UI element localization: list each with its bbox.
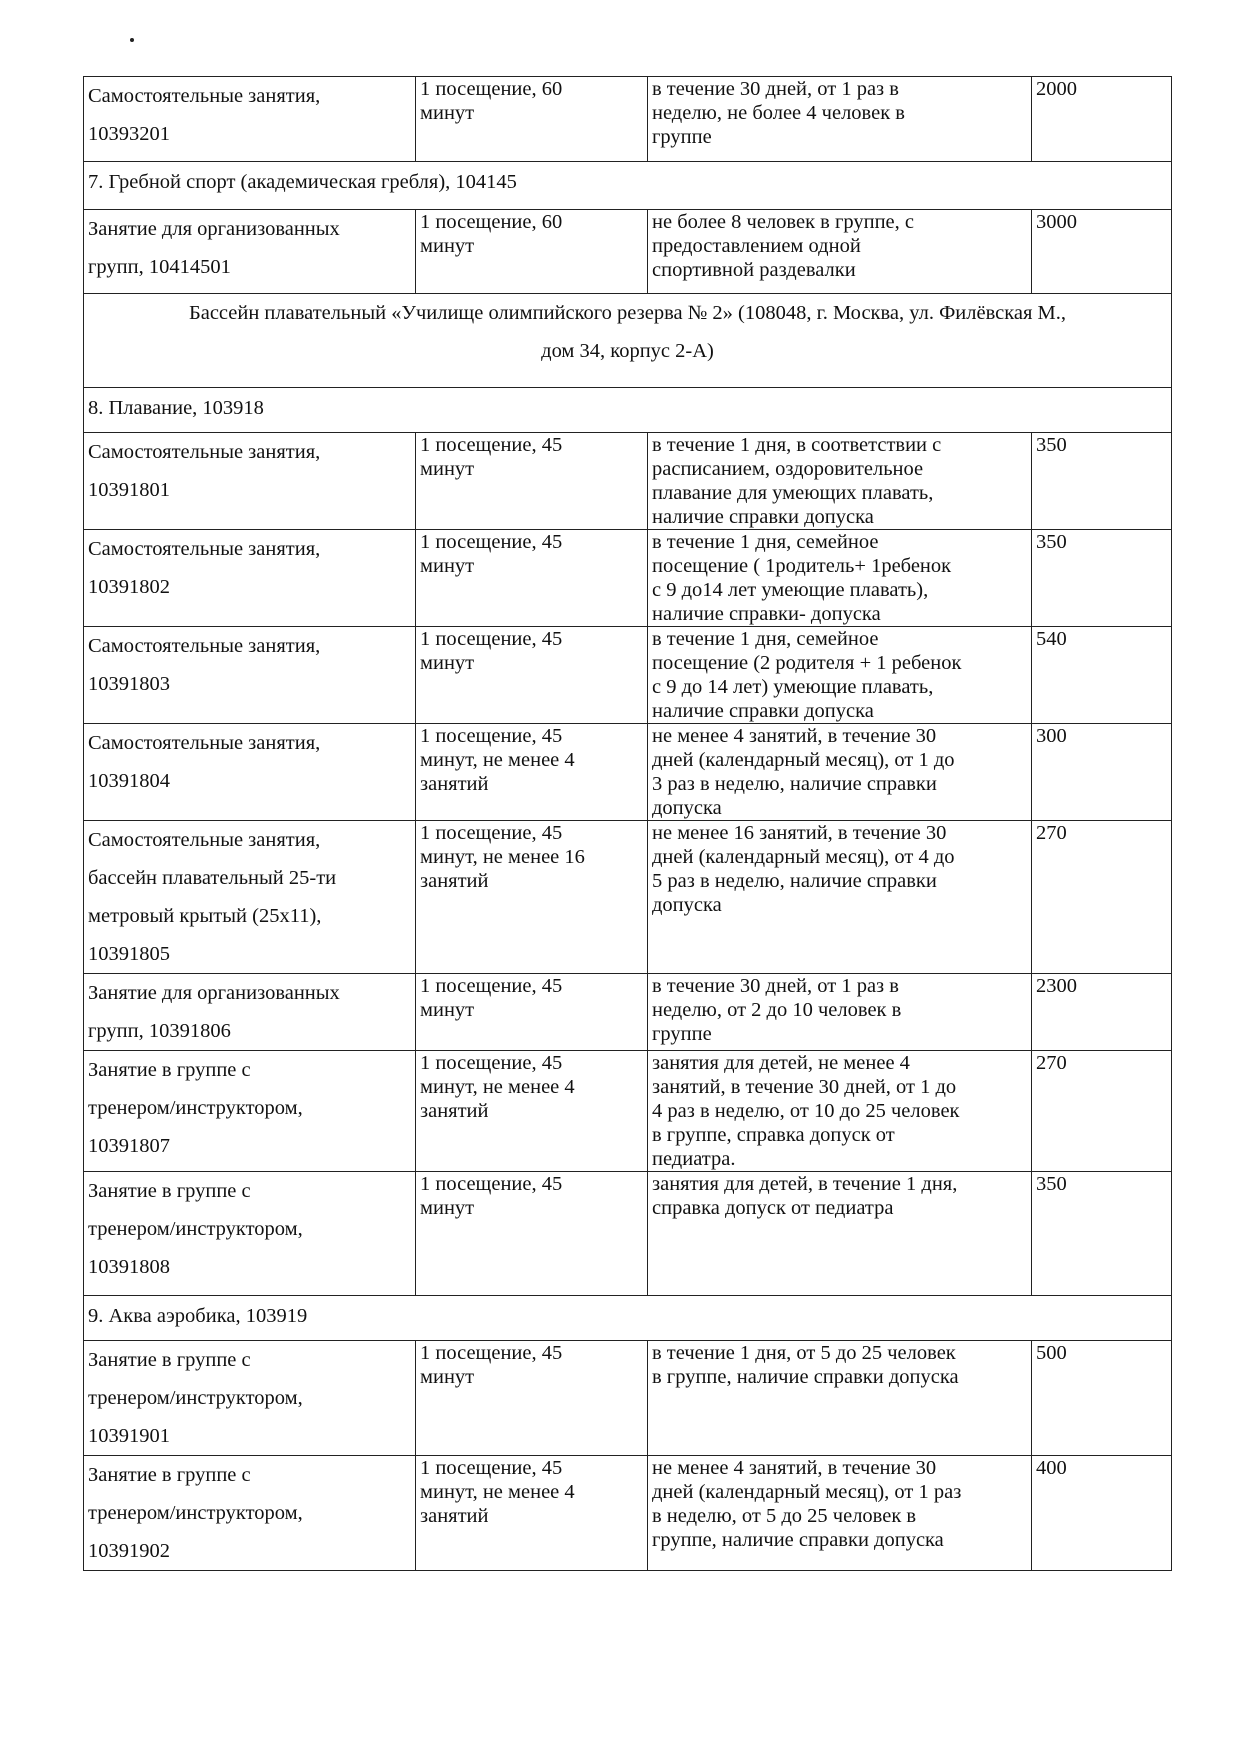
conditions-line: не менее 4 занятий, в течение 30 [652, 725, 937, 747]
conditions-line: посещение ( 1родитель+ 1ребенок [652, 555, 952, 577]
conditions-line: в группе, справка допуск от [652, 1124, 895, 1146]
conditions-cell [648, 627, 1032, 724]
price-cell: 350 [1032, 1172, 1172, 1296]
service-name-line: тренером/инструктором, [88, 1218, 303, 1240]
service-name-cell [84, 1172, 416, 1296]
conditions-line: группе [652, 126, 712, 148]
unit-line: минут [420, 235, 475, 257]
service-name-cell [84, 724, 416, 821]
conditions-line: не менее 16 занятий, в течение 30 [652, 822, 947, 844]
service-name-line: бассейн плавательный 25-ти [88, 867, 337, 889]
unit-cell [416, 1051, 648, 1172]
table-row [84, 627, 1172, 724]
conditions-line: в неделю, от 5 до 25 человек в [652, 1505, 917, 1527]
conditions-line: в течение 30 дней, от 1 раз в [652, 78, 899, 100]
conditions-line: в течение 1 дня, от 5 до 25 человек [652, 1342, 956, 1364]
conditions-line: в группе, наличие справки допуска [652, 1366, 959, 1388]
conditions-line: с 9 до 14 лет) умеющие плавать, [652, 676, 934, 698]
table-row [84, 724, 1172, 821]
price-cell: 350 [1032, 530, 1172, 627]
venue-line: дом 34, корпус 2-А) [541, 340, 714, 362]
service-name-line: 10391807 [88, 1135, 170, 1157]
unit-line: минут [420, 999, 475, 1021]
service-name-line: Занятие для организованных [88, 218, 340, 240]
unit-line: минут [420, 102, 475, 124]
conditions-line: в течение 1 дня, в соответствии с [652, 434, 942, 456]
conditions-line: наличие справки допуска [652, 506, 874, 528]
price-cell: 500 [1032, 1341, 1172, 1456]
service-name-line: 10391804 [88, 770, 170, 792]
unit-line: минут [420, 458, 475, 480]
price-table [83, 76, 1172, 1571]
unit-line: 1 посещение, 60 [420, 211, 563, 233]
conditions-cell [648, 974, 1032, 1051]
conditions-cell [648, 821, 1032, 974]
table-row [84, 77, 1172, 162]
service-name-line: 10391803 [88, 673, 170, 695]
price-cell: 2300 [1032, 974, 1172, 1051]
unit-cell [416, 1341, 648, 1456]
venue-line: Бассейн плавательный «Училище олимпийского резерва № 2» (108048, г. Москва, ул. Филёвская М., [188, 302, 1067, 324]
unit-line: минут, не менее 4 [420, 749, 575, 771]
price-cell: 2000 [1032, 77, 1172, 162]
unit-line: минут, не менее 16 [420, 846, 585, 868]
service-name-line: Самостоятельные занятия, [88, 635, 321, 657]
conditions-cell [648, 433, 1032, 530]
unit-line: 1 посещение, 45 [420, 1342, 563, 1364]
unit-line: минут [420, 652, 475, 674]
unit-cell [416, 530, 648, 627]
unit-line: занятий [420, 1100, 489, 1122]
conditions-line: спортивной раздевалки [652, 259, 856, 281]
service-name-cell [84, 433, 416, 530]
table-row [84, 1172, 1172, 1296]
section-row [84, 1296, 1172, 1341]
service-name-line: Самостоятельные занятия, [88, 85, 321, 107]
venue-row [84, 294, 1172, 388]
table-row [84, 821, 1172, 974]
service-name-line: Самостоятельные занятия, [88, 732, 321, 754]
service-name-cell [84, 1341, 416, 1456]
conditions-cell [648, 77, 1032, 162]
unit-line: 1 посещение, 45 [420, 725, 563, 747]
service-name-line: Занятие в группе с [88, 1059, 251, 1081]
price-cell: 270 [1032, 821, 1172, 974]
conditions-cell [648, 724, 1032, 821]
conditions-line: наличие справки допуска [652, 700, 874, 722]
service-name-line: 10391802 [88, 576, 170, 598]
service-name-line: 10391805 [88, 943, 170, 965]
unit-line: 1 посещение, 45 [420, 1457, 563, 1479]
conditions-line: 3 раз в неделю, наличие справки [652, 773, 937, 795]
price-cell: 270 [1032, 1051, 1172, 1172]
price-cell: 3000 [1032, 210, 1172, 294]
conditions-line: занятия для детей, не менее 4 [652, 1052, 910, 1074]
conditions-line: неделю, от 2 до 10 человек в [652, 999, 902, 1021]
service-name-line: Самостоятельные занятия, [88, 538, 321, 560]
unit-line: минут [420, 1197, 475, 1219]
table-row [84, 1456, 1172, 1571]
unit-line: минут, не менее 4 [420, 1481, 575, 1503]
table-row [84, 433, 1172, 530]
service-name-cell [84, 77, 416, 162]
unit-line: 1 посещение, 45 [420, 975, 563, 997]
service-name-line: Самостоятельные занятия, [88, 441, 321, 463]
conditions-line: дней (календарный месяц), от 1 раз [652, 1481, 962, 1503]
conditions-cell [648, 210, 1032, 294]
unit-line: 1 посещение, 45 [420, 822, 563, 844]
service-name-line: тренером/инструктором, [88, 1502, 303, 1524]
service-name-line: тренером/инструктором, [88, 1097, 303, 1119]
unit-line: 1 посещение, 60 [420, 78, 563, 100]
conditions-line: группе, наличие справки допуска [652, 1529, 944, 1551]
unit-cell [416, 821, 648, 974]
section-title: 8. Плавание, 103918 [84, 388, 1172, 433]
service-name-line: групп, 10414501 [88, 256, 231, 278]
service-name-line: 10391902 [88, 1540, 170, 1562]
price-cell: 350 [1032, 433, 1172, 530]
section-row [84, 388, 1172, 433]
unit-cell [416, 1456, 648, 1571]
conditions-line: в течение 1 дня, семейное [652, 628, 879, 650]
service-name-line: Занятие в группе с [88, 1180, 251, 1202]
unit-cell [416, 974, 648, 1051]
conditions-line: предоставлением одной [652, 235, 861, 257]
price-table-body [84, 77, 1172, 1571]
conditions-cell [648, 1172, 1032, 1296]
scan-mark [130, 38, 134, 42]
price-cell: 300 [1032, 724, 1172, 821]
unit-cell [416, 77, 648, 162]
unit-cell [416, 210, 648, 294]
service-name-line: Занятие в группе с [88, 1464, 251, 1486]
conditions-cell [648, 1341, 1032, 1456]
unit-cell [416, 1172, 648, 1296]
service-name-cell [84, 821, 416, 974]
conditions-cell [648, 1456, 1032, 1571]
section-title: 9. Аква аэробика, 103919 [84, 1296, 1172, 1341]
conditions-line: дней (календарный месяц), от 1 до [652, 749, 955, 771]
unit-line: занятий [420, 870, 489, 892]
service-name-line: Занятие в группе с [88, 1349, 251, 1371]
table-row [84, 530, 1172, 627]
conditions-line: не более 8 человек в группе, с [652, 211, 914, 233]
unit-line: занятий [420, 1505, 489, 1527]
table-row [84, 1051, 1172, 1172]
conditions-line: занятия для детей, в течение 1 дня, [652, 1173, 958, 1195]
unit-line: 1 посещение, 45 [420, 628, 563, 650]
conditions-line: расписанием, оздоровительное [652, 458, 924, 480]
unit-cell [416, 724, 648, 821]
conditions-line: справка допуск от педиатра [652, 1197, 894, 1219]
unit-line: минут, не менее 4 [420, 1076, 575, 1098]
table-row [84, 1341, 1172, 1456]
service-name-line: тренером/инструктором, [88, 1387, 303, 1409]
service-name-cell [84, 1051, 416, 1172]
section-title: 7. Гребной спорт (академическая гребля), 104145 [84, 162, 1172, 210]
conditions-line: педиатра. [652, 1148, 736, 1170]
unit-line: 1 посещение, 45 [420, 1173, 563, 1195]
unit-line: минут [420, 1366, 475, 1388]
conditions-line: группе [652, 1023, 712, 1045]
conditions-line: посещение (2 родителя + 1 ребенок [652, 652, 962, 674]
conditions-line: неделю, не более 4 человек в [652, 102, 905, 124]
unit-line: 1 посещение, 45 [420, 434, 563, 456]
conditions-line: в течение 30 дней, от 1 раз в [652, 975, 899, 997]
service-name-line: 10391901 [88, 1425, 170, 1447]
price-cell: 540 [1032, 627, 1172, 724]
service-name-line: групп, 10391806 [88, 1020, 231, 1042]
conditions-line: плавание для умеющих плавать, [652, 482, 934, 504]
service-name-line: 10393201 [88, 123, 170, 145]
conditions-line: 5 раз в неделю, наличие справки [652, 870, 937, 892]
conditions-line: допуска [652, 797, 722, 819]
service-name-line: Занятие для организованных [88, 982, 340, 1004]
service-name-cell [84, 1456, 416, 1571]
conditions-cell [648, 530, 1032, 627]
conditions-line: 4 раз в неделю, от 10 до 25 человек [652, 1100, 960, 1122]
service-name-line: метровый крытый (25х11), [88, 905, 322, 927]
service-name-line: 10391808 [88, 1256, 170, 1278]
conditions-line: занятий, в течение 30 дней, от 1 до [652, 1076, 957, 1098]
conditions-line: с 9 до14 лет умеющие плавать), [652, 579, 929, 601]
price-cell: 400 [1032, 1456, 1172, 1571]
unit-line: 1 посещение, 45 [420, 1052, 563, 1074]
unit-line: минут [420, 555, 475, 577]
section-row [84, 162, 1172, 210]
service-name-cell [84, 974, 416, 1051]
service-name-cell [84, 627, 416, 724]
service-name-line: Самостоятельные занятия, [88, 829, 321, 851]
unit-cell [416, 627, 648, 724]
unit-line: 1 посещение, 45 [420, 531, 563, 553]
unit-line: занятий [420, 773, 489, 795]
service-name-line: 10391801 [88, 479, 170, 501]
conditions-line: дней (календарный месяц), от 4 до [652, 846, 955, 868]
conditions-line: наличие справки- допуска [652, 603, 881, 625]
conditions-line: не менее 4 занятий, в течение 30 [652, 1457, 937, 1479]
conditions-line: допуска [652, 894, 722, 916]
service-name-cell [84, 210, 416, 294]
unit-cell [416, 433, 648, 530]
table-row [84, 210, 1172, 294]
conditions-line: в течение 1 дня, семейное [652, 531, 879, 553]
table-row [84, 974, 1172, 1051]
service-name-cell [84, 530, 416, 627]
venue-heading [84, 294, 1172, 388]
conditions-cell [648, 1051, 1032, 1172]
